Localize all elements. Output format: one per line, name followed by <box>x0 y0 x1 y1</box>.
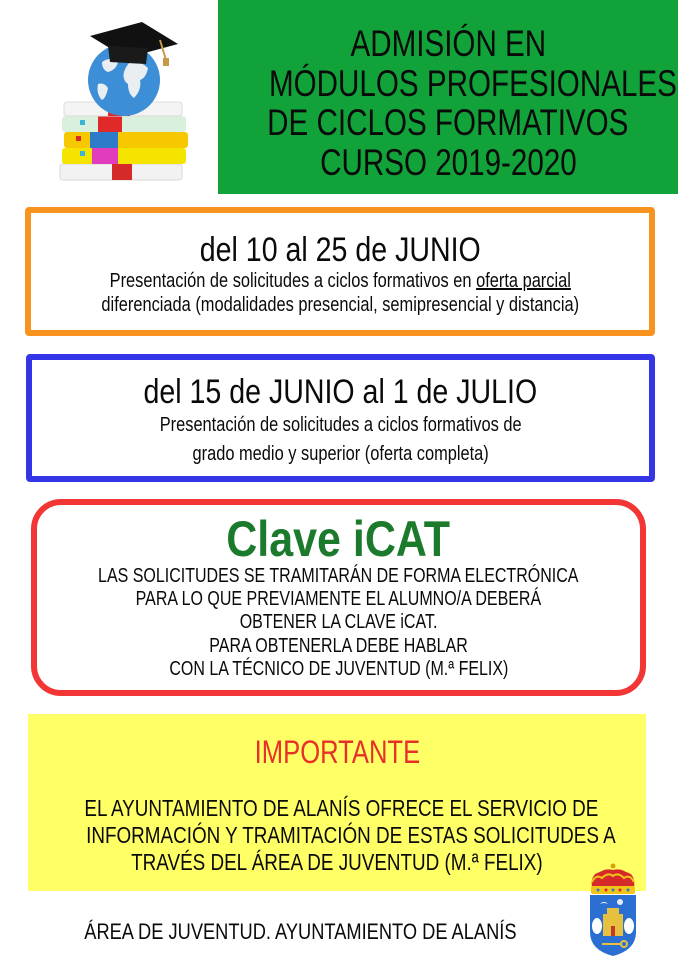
important-title: IMPORTANTE <box>254 734 420 770</box>
partial-offer-text: Presentación de solicitudes a ciclos formativos en <box>109 270 476 292</box>
page-title <box>218 24 678 182</box>
partial-offer-emphasis: oferta parcial <box>475 270 571 292</box>
title-line: MÓDULOS PROFESIONALES <box>268 62 677 104</box>
important-line: EL AYUNTAMIENTO DE ALANÍS OFRECE EL SERVICIO DE <box>84 795 599 821</box>
icat-line: PARA OBTENERLA DEBE HABLAR <box>209 634 468 657</box>
important-section <box>28 714 646 891</box>
complete-offer-description-line2: grado medio y superior (oferta completa) <box>192 443 489 465</box>
complete-offer-dates: del 15 de JUNIO al 1 de JULIO <box>143 373 538 411</box>
icat-line: LAS SOLICITUDES SE TRAMITARÁN DE FORMA ELECTRÓNICA <box>98 565 579 587</box>
footer <box>40 915 550 949</box>
complete-offer-description-line1: Presentación de solicitudes a ciclos formativos de <box>159 414 522 436</box>
partial-offer-description-line1 <box>109 269 570 293</box>
complete-offer-section <box>26 354 655 482</box>
title-line: CURSO 2019-2020 <box>319 141 577 183</box>
important-line: TRAVÉS DEL ÁREA DE JUVENTUD (M.ª FELIX) <box>131 849 543 875</box>
important-line: INFORMACIÓN Y TRAMITACIÓN DE ESTAS SOLICITUDES A <box>86 822 616 848</box>
icat-line: CON LA TÉCNICO DE JUVENTUD (M.ª FELIX) <box>169 657 508 680</box>
icat-title: Clave iCAT <box>226 511 451 567</box>
partial-offer-section <box>25 207 655 336</box>
title-line: DE CICLOS FORMATIVOS <box>267 102 629 143</box>
graduation-globe-books-icon <box>50 22 200 187</box>
icat-section <box>31 499 646 696</box>
title-line: ADMISIÓN EN <box>350 23 546 64</box>
title-banner <box>218 0 678 194</box>
footer-text: ÁREA DE JUVENTUD. AYUNTAMIENTO DE ALANÍS <box>84 919 517 944</box>
icat-line: OBTENER LA CLAVE iCAT. <box>239 611 438 634</box>
partial-offer-dates: del 10 al 25 de JUNIO <box>199 231 481 269</box>
partial-offer-description-line2: diferenciada (modalidades presencial, semipresencial y distancia) <box>101 294 579 316</box>
alanis-coat-of-arms-icon <box>586 862 640 957</box>
icat-line: PARA LO QUE PREVIAMENTE EL ALUMNO/A DEBERÁ <box>135 588 542 611</box>
